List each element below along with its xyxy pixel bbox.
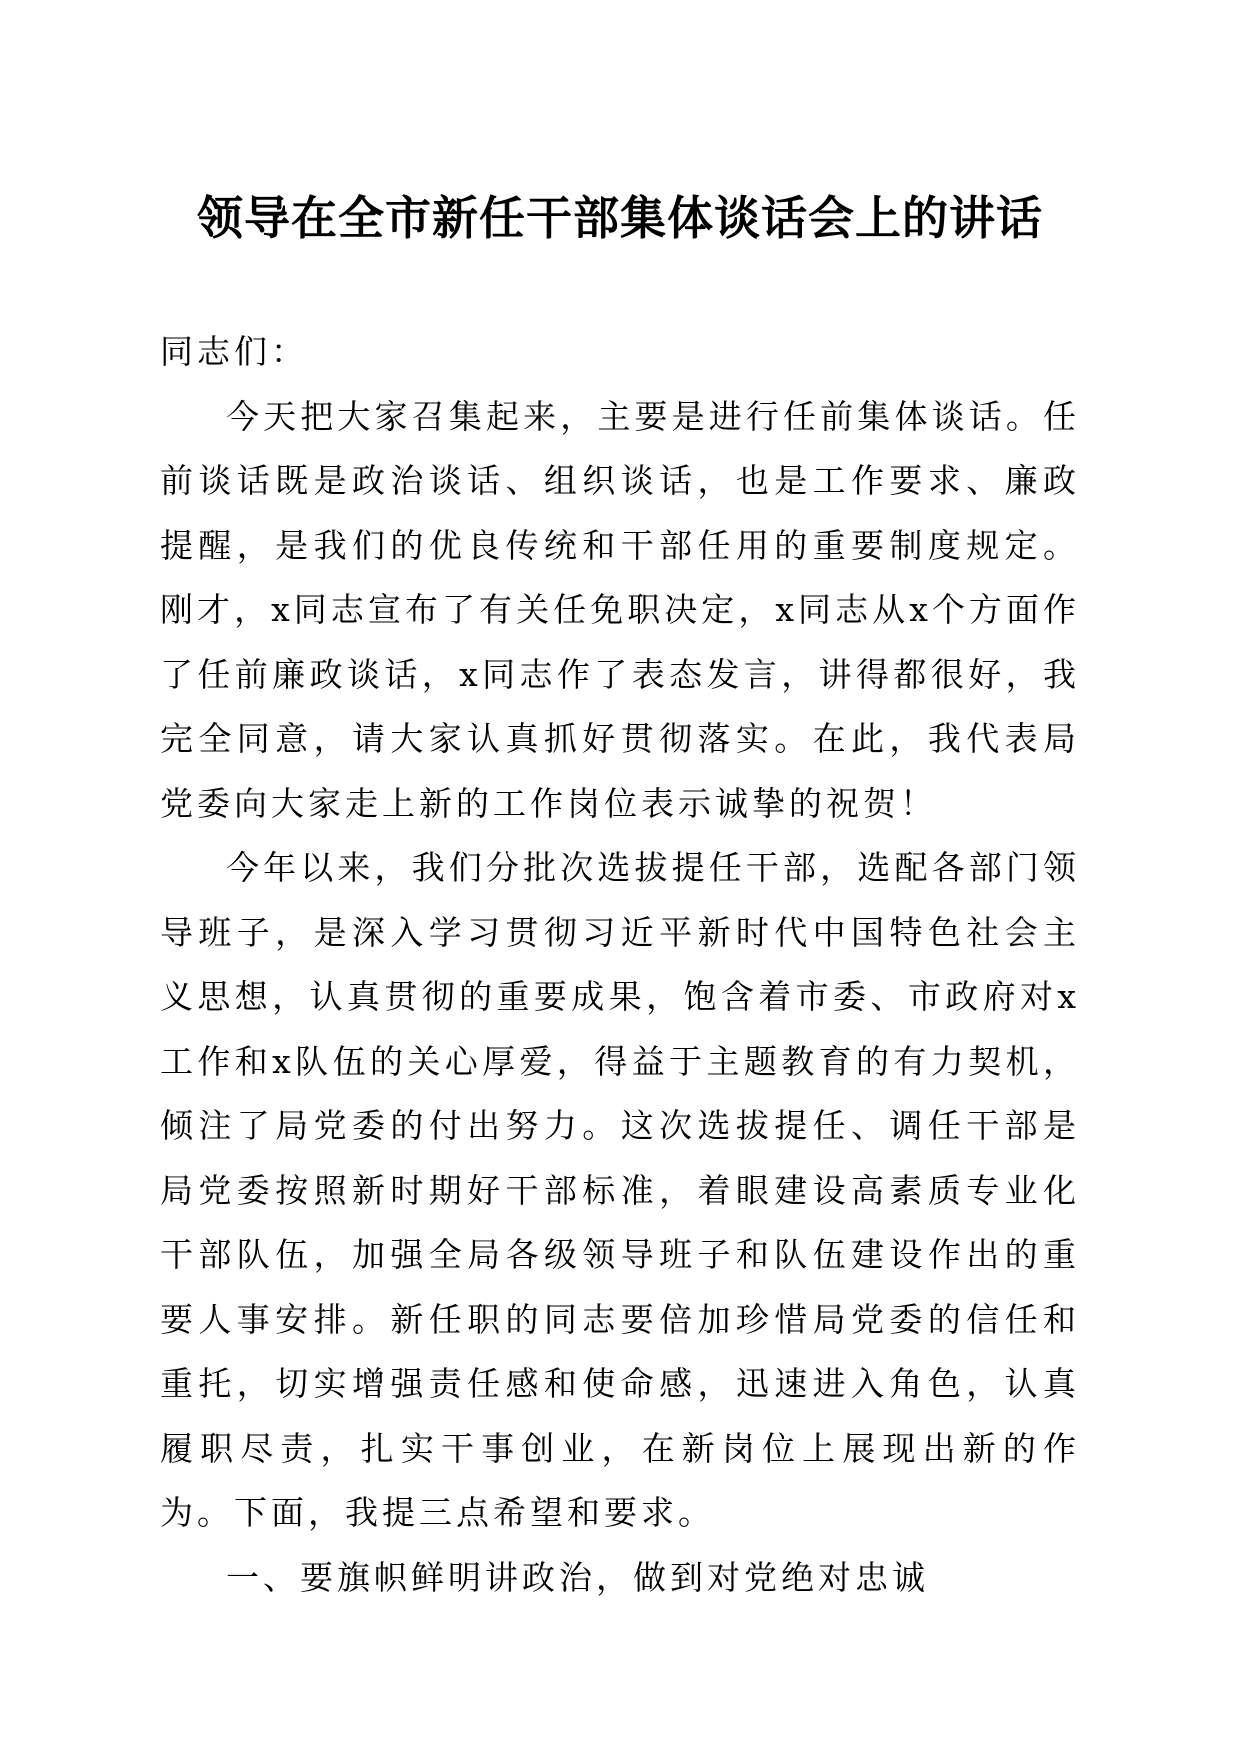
- document-body: [160, 320, 1080, 1610]
- paragraph-2: 今年以来，我们分批次选拔提任干部，选配各部门领导班子，是深入学习贯彻习近平新时代中国特色社会主义思想，认真贯彻的重要成果，饱含着市委、市政府对x工作和x队伍的关心厚爱，得益于主题教育的有力契机，倾注了局党委的付出努力。这次选拔提任、调任干部是局党委按照新时期好干部标准，着眼建设高素质专业化干部队伍，加强全局各级领导班子和队伍建设作出的重要人事安排。新任职的同志要倍加珍惜局党委的信任和重托，切实增强责任感和使命感，迅速进入角色，认真履职尽责，扎实干事创业，在新岗位上展现出新的作为。下面，我提三点希望和要求。: [160, 848, 1080, 1532]
- section-heading: 一、要旗帜鲜明讲政治，做到对党绝对忠诚: [226, 1557, 929, 1597]
- salutation: 同志们：: [160, 332, 308, 371]
- document-title: 领导在全市新任干部集体谈话会上的讲话: [197, 191, 1043, 245]
- paragraph-1: 今天把大家召集起来，主要是进行任前集体谈话。任前谈话既是政治谈话、组织谈话，也是工作要求、廉政提醒，是我们的优良传统和干部任用的重要制度规定。刚才，x同志宣布了有关任免职决定，x同志从x个方面作了任前廉政谈话，x同志作了表态发言，讲得都很好，我完全同意，请大家认真抓好贯彻落实。在此，我代表局党委向大家走上新的工作岗位表示诚挚的祝贺！: [160, 396, 1080, 823]
